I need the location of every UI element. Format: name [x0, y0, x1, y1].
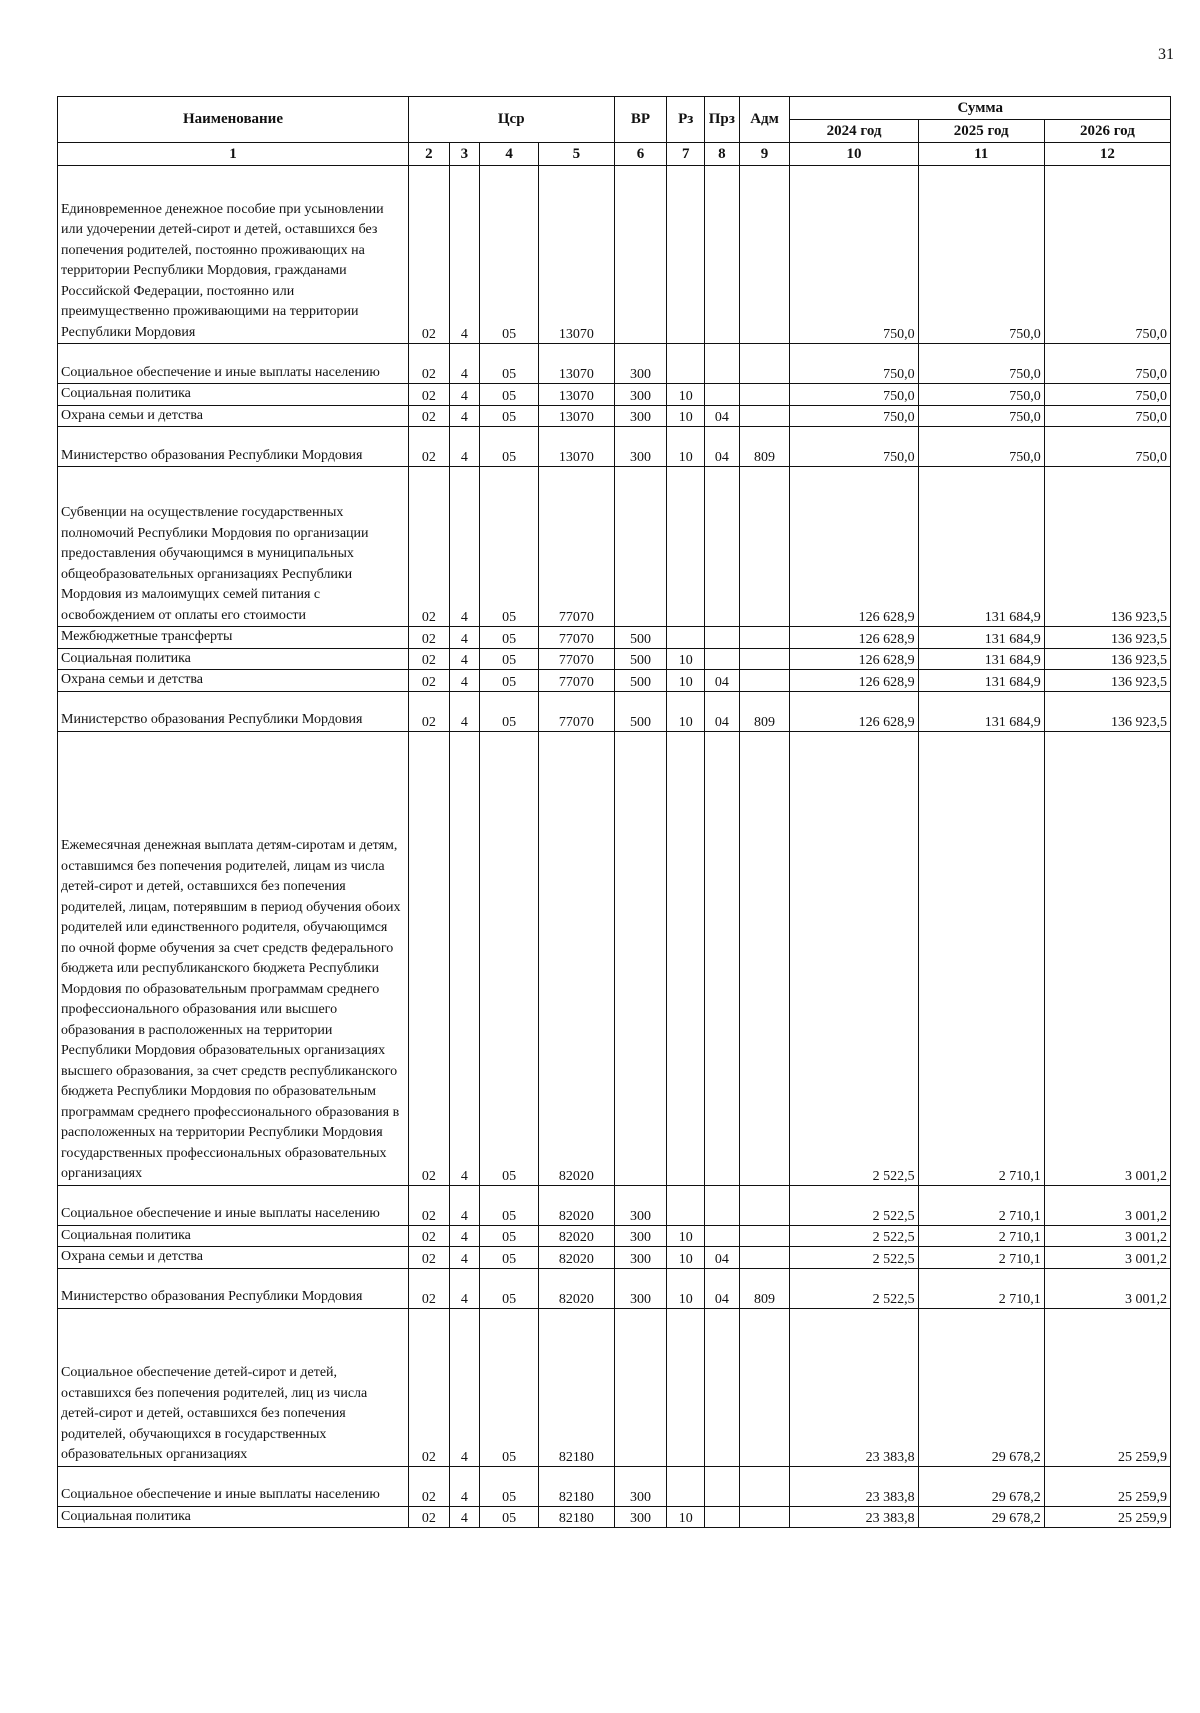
column-number: 3	[449, 143, 480, 166]
code-rz	[667, 467, 705, 627]
code-vr: 300	[614, 1466, 667, 1506]
row-name: Межбюджетные трансферты	[58, 627, 409, 649]
row-name: Социальное обеспечение детей-сирот и детей, оставшихся без попечения родителей, лиц из числа детей-сирот и детей, оставшихся без попечения родителей, обучающихся в государственных образовательных организациях	[58, 1308, 409, 1466]
code-subprogram: 4	[449, 1308, 480, 1466]
code-direction: 82020	[539, 1225, 614, 1247]
code-program: 02	[408, 467, 449, 627]
code-vr: 300	[614, 1247, 667, 1269]
amount-2024: 2 522,5	[790, 1185, 918, 1225]
amount-2026: 136 923,5	[1044, 467, 1170, 627]
code-prz	[705, 1506, 740, 1528]
amount-2025: 750,0	[918, 384, 1044, 406]
code-adm: 809	[739, 691, 790, 731]
table-row	[58, 1268, 1171, 1308]
row-name: Социальное обеспечение и иные выплаты населению	[58, 1466, 409, 1506]
code-prz	[705, 467, 740, 627]
code-direction: 82020	[539, 1247, 614, 1269]
amount-2026: 25 259,9	[1044, 1506, 1170, 1528]
row-name: Охрана семьи и детства	[58, 405, 409, 427]
table-row	[58, 731, 1171, 1185]
code-rz	[667, 1466, 705, 1506]
row-name: Социальная политика	[58, 1506, 409, 1528]
amount-2024: 750,0	[790, 427, 918, 467]
amount-2024: 750,0	[790, 405, 918, 427]
column-number: 2	[408, 143, 449, 166]
code-subprogram: 4	[449, 427, 480, 467]
code-subprogram: 4	[449, 166, 480, 344]
table-row	[58, 691, 1171, 731]
code-direction: 82180	[539, 1308, 614, 1466]
table-row	[58, 1247, 1171, 1269]
code-main-event: 05	[480, 670, 539, 692]
column-number: 7	[667, 143, 705, 166]
code-main-event: 05	[480, 1268, 539, 1308]
code-prz	[705, 648, 740, 670]
code-direction: 77070	[539, 691, 614, 731]
row-name: Единовременное денежное пособие при усыновлении или удочерении детей-сирот и детей, оставшихся без попечения родителей, постоянно проживающих на территории Республики Мордовия, гражданами Российской Федерации, постоянно или преимущественно проживающими на территории Республики Мордовия	[58, 166, 409, 344]
row-name: Социальное обеспечение и иные выплаты населению	[58, 1185, 409, 1225]
page-number: 31	[1158, 46, 1174, 63]
code-main-event: 05	[480, 691, 539, 731]
row-name: Министерство образования Республики Мордовия	[58, 427, 409, 467]
code-program: 02	[408, 670, 449, 692]
code-vr: 300	[614, 344, 667, 384]
code-adm: 809	[739, 1268, 790, 1308]
amount-2024: 126 628,9	[790, 648, 918, 670]
code-vr	[614, 731, 667, 1185]
code-direction: 13070	[539, 344, 614, 384]
amount-2025: 131 684,9	[918, 670, 1044, 692]
code-subprogram: 4	[449, 1225, 480, 1247]
code-prz	[705, 166, 740, 344]
code-subprogram: 4	[449, 731, 480, 1185]
amount-2026: 3 001,2	[1044, 1268, 1170, 1308]
amount-2024: 2 522,5	[790, 731, 918, 1185]
code-program: 02	[408, 166, 449, 344]
amount-2025: 29 678,2	[918, 1308, 1044, 1466]
amount-2025: 131 684,9	[918, 648, 1044, 670]
code-main-event: 05	[480, 467, 539, 627]
header-adm: Адм	[739, 97, 790, 143]
code-vr: 300	[614, 1185, 667, 1225]
amount-2025: 750,0	[918, 166, 1044, 344]
row-name: Субвенции на осуществление государственных полномочий Республики Мордовия по организации предоставления обучающимся в муниципальных общеобразовательных организациях Республики Мордовия из малоимущих семей питания с освобождением от оплаты его стоимости	[58, 467, 409, 627]
code-vr: 500	[614, 627, 667, 649]
code-vr: 300	[614, 384, 667, 406]
code-adm	[739, 627, 790, 649]
code-vr	[614, 467, 667, 627]
amount-2026: 750,0	[1044, 427, 1170, 467]
amount-2025: 131 684,9	[918, 691, 1044, 731]
code-program: 02	[408, 1185, 449, 1225]
code-adm	[739, 1466, 790, 1506]
amount-2024: 23 383,8	[790, 1308, 918, 1466]
code-prz: 04	[705, 670, 740, 692]
table-row	[58, 1308, 1171, 1466]
amount-2025: 2 710,1	[918, 1225, 1044, 1247]
code-main-event: 05	[480, 384, 539, 406]
column-number: 9	[739, 143, 790, 166]
column-number: 6	[614, 143, 667, 166]
code-rz: 10	[667, 1225, 705, 1247]
code-program: 02	[408, 627, 449, 649]
code-vr: 300	[614, 1268, 667, 1308]
amount-2024: 126 628,9	[790, 467, 918, 627]
code-rz	[667, 1185, 705, 1225]
amount-2024: 126 628,9	[790, 670, 918, 692]
table-row	[58, 648, 1171, 670]
table-row	[58, 427, 1171, 467]
header-sum: Сумма	[790, 97, 1171, 120]
amount-2025: 131 684,9	[918, 627, 1044, 649]
code-subprogram: 4	[449, 1185, 480, 1225]
amount-2024: 2 522,5	[790, 1247, 918, 1269]
code-rz	[667, 166, 705, 344]
code-prz	[705, 1466, 740, 1506]
code-rz	[667, 627, 705, 649]
code-prz: 04	[705, 1247, 740, 1269]
code-adm	[739, 1308, 790, 1466]
code-direction: 77070	[539, 627, 614, 649]
code-rz: 10	[667, 1247, 705, 1269]
code-vr: 500	[614, 648, 667, 670]
code-direction: 13070	[539, 384, 614, 406]
code-adm	[739, 384, 790, 406]
amount-2025: 29 678,2	[918, 1506, 1044, 1528]
code-main-event: 05	[480, 1506, 539, 1528]
code-subprogram: 4	[449, 405, 480, 427]
amount-2024: 23 383,8	[790, 1466, 918, 1506]
code-main-event: 05	[480, 166, 539, 344]
amount-2026: 750,0	[1044, 344, 1170, 384]
column-number: 5	[539, 143, 614, 166]
code-rz	[667, 1308, 705, 1466]
row-name: Министерство образования Республики Мордовия	[58, 1268, 409, 1308]
amount-2024: 2 522,5	[790, 1268, 918, 1308]
amount-2024: 750,0	[790, 384, 918, 406]
amount-2024: 2 522,5	[790, 1225, 918, 1247]
code-vr	[614, 1308, 667, 1466]
code-adm	[739, 1225, 790, 1247]
amount-2026: 3 001,2	[1044, 731, 1170, 1185]
table-row	[58, 344, 1171, 384]
code-main-event: 05	[480, 344, 539, 384]
amount-2025: 29 678,2	[918, 1466, 1044, 1506]
amount-2026: 3 001,2	[1044, 1247, 1170, 1269]
column-number: 1	[58, 143, 409, 166]
code-program: 02	[408, 384, 449, 406]
amount-2026: 136 923,5	[1044, 691, 1170, 731]
code-subprogram: 4	[449, 344, 480, 384]
amount-2024: 23 383,8	[790, 1506, 918, 1528]
amount-2025: 750,0	[918, 405, 1044, 427]
row-name: Министерство образования Республики Мордовия	[58, 691, 409, 731]
table-body	[58, 166, 1171, 1528]
amount-2026: 25 259,9	[1044, 1308, 1170, 1466]
code-prz	[705, 344, 740, 384]
budget-table	[57, 96, 1171, 1528]
code-direction: 82020	[539, 1185, 614, 1225]
code-subprogram: 4	[449, 467, 480, 627]
code-rz: 10	[667, 384, 705, 406]
row-name: Ежемесячная денежная выплата детям-сиротам и детям, оставшимся без попечения родителей, лицам из числа детей-сирот и детей, оставшихся без попечения родителей, лицам, потерявшим в период обучения обоих родителей или единственного родителя, обучающимся по очной форме обучения за счет средств федерального бюджета или республиканского бюджета Республики Мордовия по образовательным программам среднего профессионального образования или высшего образования в расположенных на территории Республики Мордовия образовательных организациях высшего образования, за счет средств республиканского бюджета Республики Мордовия по образовательным программам среднего профессионального образования в расположенных на территории Республики Мордовия государственных профессиональных образовательных организациях	[58, 731, 409, 1185]
header-name: Наименование	[58, 97, 409, 143]
code-main-event: 05	[480, 648, 539, 670]
header-year-2025: 2025 год	[918, 120, 1044, 143]
code-adm	[739, 1185, 790, 1225]
amount-2025: 2 710,1	[918, 731, 1044, 1185]
code-prz	[705, 731, 740, 1185]
row-name: Социальная политика	[58, 648, 409, 670]
code-vr: 300	[614, 1506, 667, 1528]
table-row	[58, 166, 1171, 344]
code-program: 02	[408, 1247, 449, 1269]
header-rz: Рз	[667, 97, 705, 143]
table-row	[58, 467, 1171, 627]
amount-2025: 750,0	[918, 344, 1044, 384]
code-rz: 10	[667, 1268, 705, 1308]
code-program: 02	[408, 691, 449, 731]
row-name: Социальная политика	[58, 1225, 409, 1247]
code-vr: 300	[614, 427, 667, 467]
code-prz	[705, 1308, 740, 1466]
amount-2026: 136 923,5	[1044, 648, 1170, 670]
code-rz: 10	[667, 405, 705, 427]
code-rz: 10	[667, 427, 705, 467]
row-name: Социальная политика	[58, 384, 409, 406]
code-prz	[705, 384, 740, 406]
code-rz: 10	[667, 691, 705, 731]
code-direction: 77070	[539, 467, 614, 627]
code-vr: 300	[614, 1225, 667, 1247]
amount-2025: 750,0	[918, 427, 1044, 467]
row-name: Охрана семьи и детства	[58, 1247, 409, 1269]
code-direction: 13070	[539, 427, 614, 467]
code-subprogram: 4	[449, 1466, 480, 1506]
code-vr	[614, 166, 667, 344]
code-direction: 82020	[539, 731, 614, 1185]
table-row	[58, 405, 1171, 427]
column-number: 4	[480, 143, 539, 166]
amount-2024: 126 628,9	[790, 691, 918, 731]
code-adm	[739, 405, 790, 427]
code-direction: 82180	[539, 1506, 614, 1528]
code-main-event: 05	[480, 1466, 539, 1506]
column-number: 10	[790, 143, 918, 166]
code-main-event: 05	[480, 1185, 539, 1225]
amount-2026: 136 923,5	[1044, 627, 1170, 649]
code-main-event: 05	[480, 1225, 539, 1247]
amount-2026: 750,0	[1044, 166, 1170, 344]
row-name: Социальное обеспечение и иные выплаты населению	[58, 344, 409, 384]
code-subprogram: 4	[449, 1506, 480, 1528]
code-program: 02	[408, 731, 449, 1185]
column-number: 8	[705, 143, 740, 166]
code-adm	[739, 344, 790, 384]
code-direction: 77070	[539, 670, 614, 692]
amount-2026: 750,0	[1044, 405, 1170, 427]
code-direction: 13070	[539, 166, 614, 344]
code-rz	[667, 731, 705, 1185]
code-main-event: 05	[480, 627, 539, 649]
code-adm	[739, 467, 790, 627]
header-csr: Цср	[408, 97, 614, 143]
code-prz: 04	[705, 691, 740, 731]
column-number: 11	[918, 143, 1044, 166]
code-rz: 10	[667, 648, 705, 670]
amount-2026: 3 001,2	[1044, 1225, 1170, 1247]
row-name: Охрана семьи и детства	[58, 670, 409, 692]
code-prz	[705, 627, 740, 649]
table-row	[58, 1466, 1171, 1506]
amount-2026: 3 001,2	[1044, 1185, 1170, 1225]
code-vr: 500	[614, 691, 667, 731]
code-direction: 13070	[539, 405, 614, 427]
code-adm	[739, 1506, 790, 1528]
amount-2025: 2 710,1	[918, 1185, 1044, 1225]
amount-2026: 136 923,5	[1044, 670, 1170, 692]
code-subprogram: 4	[449, 1268, 480, 1308]
code-program: 02	[408, 648, 449, 670]
code-direction: 82020	[539, 1268, 614, 1308]
code-program: 02	[408, 1466, 449, 1506]
code-prz: 04	[705, 405, 740, 427]
code-program: 02	[408, 344, 449, 384]
code-main-event: 05	[480, 1247, 539, 1269]
table-row	[58, 1506, 1171, 1528]
code-subprogram: 4	[449, 691, 480, 731]
code-subprogram: 4	[449, 627, 480, 649]
code-program: 02	[408, 1268, 449, 1308]
code-adm	[739, 166, 790, 344]
code-program: 02	[408, 1225, 449, 1247]
amount-2024: 750,0	[790, 344, 918, 384]
code-adm	[739, 731, 790, 1185]
code-prz	[705, 1225, 740, 1247]
code-rz: 10	[667, 670, 705, 692]
code-prz: 04	[705, 427, 740, 467]
header-prz: Прз	[705, 97, 740, 143]
code-adm	[739, 670, 790, 692]
code-main-event: 05	[480, 731, 539, 1185]
column-number: 12	[1044, 143, 1170, 166]
amount-2024: 126 628,9	[790, 627, 918, 649]
code-subprogram: 4	[449, 670, 480, 692]
header-year-2026: 2026 год	[1044, 120, 1170, 143]
code-vr: 500	[614, 670, 667, 692]
code-main-event: 05	[480, 405, 539, 427]
code-subprogram: 4	[449, 648, 480, 670]
code-program: 02	[408, 405, 449, 427]
code-main-event: 05	[480, 427, 539, 467]
code-rz	[667, 344, 705, 384]
header-vr: ВР	[614, 97, 667, 143]
code-subprogram: 4	[449, 1247, 480, 1269]
code-prz	[705, 1185, 740, 1225]
code-subprogram: 4	[449, 384, 480, 406]
code-vr: 300	[614, 405, 667, 427]
table-row	[58, 670, 1171, 692]
amount-2025: 2 710,1	[918, 1247, 1044, 1269]
code-program: 02	[408, 427, 449, 467]
code-direction: 82180	[539, 1466, 614, 1506]
code-rz: 10	[667, 1506, 705, 1528]
table-row	[58, 1185, 1171, 1225]
column-numbers-row	[58, 143, 1171, 166]
code-prz: 04	[705, 1268, 740, 1308]
amount-2025: 2 710,1	[918, 1268, 1044, 1308]
code-adm	[739, 648, 790, 670]
code-program: 02	[408, 1308, 449, 1466]
amount-2026: 750,0	[1044, 384, 1170, 406]
amount-2024: 750,0	[790, 166, 918, 344]
code-adm	[739, 1247, 790, 1269]
amount-2025: 131 684,9	[918, 467, 1044, 627]
code-program: 02	[408, 1506, 449, 1528]
code-adm: 809	[739, 427, 790, 467]
table-row	[58, 384, 1171, 406]
code-direction: 77070	[539, 648, 614, 670]
header-year-2024: 2024 год	[790, 120, 918, 143]
table-row	[58, 627, 1171, 649]
code-main-event: 05	[480, 1308, 539, 1466]
amount-2026: 25 259,9	[1044, 1466, 1170, 1506]
table-row	[58, 1225, 1171, 1247]
